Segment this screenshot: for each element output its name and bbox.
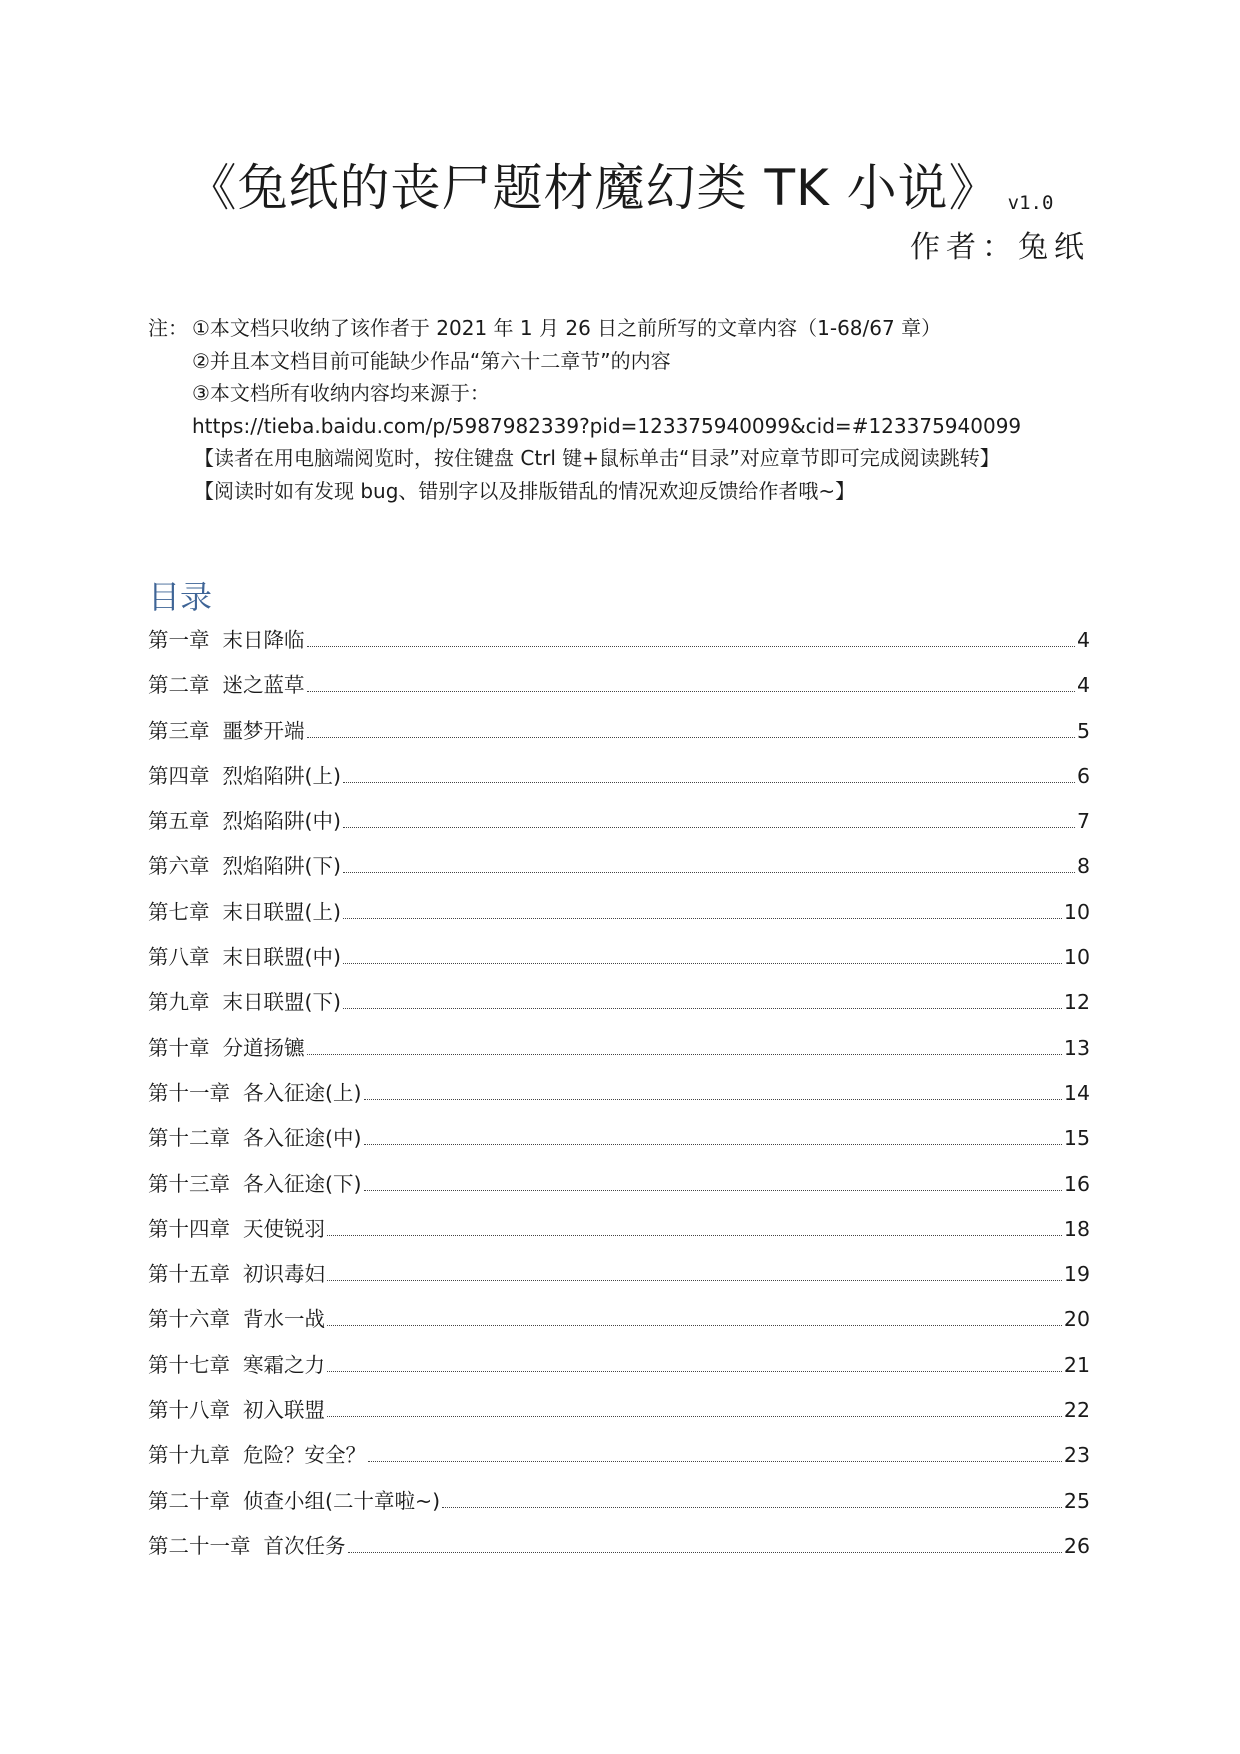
toc-page-number: 26	[1063, 1533, 1090, 1558]
title-row	[0, 148, 1240, 220]
toc-chapter-number: 第十五章	[148, 1262, 230, 1287]
toc-page-number: 23	[1063, 1443, 1090, 1468]
toc-entry[interactable]	[148, 1304, 1090, 1349]
note-tip-1: 【读者在用电脑端阅览时，按住键盘 Ctrl 键+鼠标单击“目录”对应章节即可完成阅读跳转】	[194, 446, 1000, 470]
toc-page-number: 15	[1063, 1126, 1090, 1151]
toc-heading: 目录	[148, 578, 213, 616]
toc-dot-leader	[307, 737, 1075, 738]
toc-chapter-title: 末日联盟(中)	[222, 945, 341, 970]
toc-chapter-number: 第九章	[148, 990, 210, 1015]
toc-dot-leader	[327, 1416, 1062, 1417]
toc-entry[interactable]	[148, 1350, 1090, 1395]
toc-chapter-number: 第二章	[148, 673, 210, 698]
toc-chapter-title: 烈焰陷阱(中)	[222, 809, 341, 834]
toc-page-number: 4	[1076, 673, 1090, 698]
note-label: 注：	[148, 316, 188, 340]
note-line-2: ②并且本文档目前可能缺少作品“第六十二章节”的内容	[192, 348, 671, 373]
toc-chapter-title: 末日联盟(上)	[222, 899, 341, 924]
toc-dot-leader	[343, 918, 1062, 919]
toc-page-number: 13	[1063, 1035, 1090, 1060]
toc-chapter-title: 噩梦开端	[222, 718, 305, 743]
toc-chapter-number: 第十一章	[148, 1080, 230, 1105]
toc-chapter-title: 寒霜之力	[243, 1352, 325, 1377]
toc-chapter-title: 侦查小组(二十章啦~)	[243, 1488, 441, 1513]
toc-page-number: 14	[1063, 1080, 1090, 1105]
toc-chapter-title: 迷之蓝草	[222, 673, 305, 698]
toc-entry[interactable]	[148, 716, 1090, 761]
toc-entry[interactable]	[148, 987, 1090, 1032]
toc-entry[interactable]	[148, 897, 1090, 942]
toc-entry[interactable]	[148, 761, 1090, 806]
toc-dot-leader	[364, 1099, 1062, 1100]
source-url-link[interactable]: https://tieba.baidu.com/p/5987982339?pid=123375940099&cid=#123375940099	[192, 413, 1022, 438]
toc-entry[interactable]	[148, 1123, 1090, 1168]
toc-chapter-title: 各入征途(中)	[243, 1126, 362, 1151]
note-text-1: ①本文档只收纳了该作者于 2021 年 1 月 26 日之前所写的文章内容（1-68/67 章）	[192, 316, 942, 340]
toc-chapter-title: 天使锐羽	[243, 1216, 325, 1241]
toc-dot-leader	[364, 1144, 1062, 1145]
toc-chapter-number: 第十三章	[148, 1171, 230, 1196]
toc-page-number: 7	[1076, 809, 1090, 834]
toc-entry[interactable]	[148, 942, 1090, 987]
toc-entry[interactable]	[148, 1440, 1090, 1485]
toc-page-number: 20	[1063, 1307, 1090, 1332]
notes-block	[148, 312, 1108, 507]
toc-entry[interactable]	[148, 1486, 1090, 1531]
toc-chapter-number: 第十六章	[148, 1307, 230, 1332]
toc-entry[interactable]	[148, 1214, 1090, 1259]
toc-chapter-title: 烈焰陷阱(下)	[222, 854, 341, 879]
toc-entry[interactable]	[148, 670, 1090, 715]
toc-page-number: 19	[1063, 1262, 1090, 1287]
toc-chapter-title: 各入征途(上)	[243, 1080, 362, 1105]
toc-chapter-number: 第一章	[148, 628, 210, 652]
toc-chapter-number: 第四章	[148, 763, 210, 788]
toc-chapter-number: 第三章	[148, 718, 210, 743]
toc-chapter-number: 第十章	[148, 1035, 210, 1060]
toc-chapter-number: 第五章	[148, 809, 210, 834]
toc-chapter-number: 第十七章	[148, 1352, 230, 1377]
note-line-3: ③本文档所有收纳内容均来源于：	[192, 381, 490, 405]
toc-chapter-number: 第七章	[148, 899, 210, 924]
toc-page-number: 4	[1076, 628, 1090, 652]
toc-page-number: 21	[1063, 1352, 1090, 1377]
toc-page-number: 5	[1076, 718, 1090, 743]
toc-entry[interactable]	[148, 806, 1090, 851]
toc-chapter-title: 背水一战	[243, 1307, 325, 1332]
version-label: v1.0	[1007, 192, 1054, 214]
toc-chapter-number: 第十八章	[148, 1398, 230, 1423]
note-line-1	[148, 312, 1108, 345]
toc-chapter-number: 第八章	[148, 945, 210, 970]
toc-chapter-number: 第十二章	[148, 1126, 230, 1151]
toc-dot-leader	[327, 1371, 1062, 1372]
toc-dot-leader	[364, 1190, 1062, 1191]
document-title: 《兔纸的丧尸题材魔幻类 TK 小说》	[186, 159, 1000, 217]
toc-page-number: 25	[1063, 1488, 1090, 1513]
toc-chapter-number: 第二十一章	[148, 1533, 251, 1558]
table-of-contents	[148, 625, 1090, 1576]
toc-entry[interactable]	[148, 1078, 1090, 1123]
toc-dot-leader	[442, 1507, 1062, 1508]
toc-page-number: 12	[1063, 990, 1090, 1015]
toc-chapter-title: 初入联盟	[243, 1398, 325, 1423]
toc-dot-leader	[307, 646, 1075, 647]
toc-chapter-title: 首次任务	[263, 1533, 346, 1558]
toc-chapter-title: 末日联盟(下)	[222, 990, 341, 1015]
toc-chapter-title: 烈焰陷阱(上)	[222, 763, 341, 788]
toc-page-number: 18	[1063, 1216, 1090, 1241]
toc-dot-leader	[343, 963, 1062, 964]
toc-dot-leader	[348, 1552, 1062, 1553]
toc-page-number: 6	[1076, 763, 1090, 788]
toc-dot-leader	[343, 827, 1075, 828]
toc-entry[interactable]	[148, 1531, 1090, 1576]
toc-entry[interactable]	[148, 851, 1090, 896]
toc-entry[interactable]	[148, 1395, 1090, 1440]
toc-page-number: 16	[1063, 1171, 1090, 1196]
toc-dot-leader	[307, 691, 1075, 692]
toc-chapter-number: 第十四章	[148, 1216, 230, 1241]
note-tip-2: 【阅读时如有发现 bug、错别字以及排版错乱的情况欢迎反馈给作者哦~】	[194, 478, 856, 503]
toc-chapter-number: 第二十章	[148, 1488, 230, 1513]
toc-page-number: 10	[1063, 945, 1090, 970]
toc-entry[interactable]	[148, 1033, 1090, 1078]
toc-dot-leader	[307, 1054, 1062, 1055]
toc-page-number: 10	[1063, 899, 1090, 924]
toc-chapter-title: 初识毒妇	[243, 1262, 325, 1287]
toc-dot-leader	[327, 1235, 1062, 1236]
toc-page-number: 8	[1076, 854, 1090, 879]
toc-dot-leader	[343, 1008, 1062, 1009]
toc-chapter-number: 第十九章	[148, 1443, 230, 1468]
toc-entry[interactable]	[148, 1169, 1090, 1214]
author-line: 作者：兔纸	[910, 230, 1090, 265]
toc-dot-leader	[343, 872, 1075, 873]
toc-chapter-title: 危险？安全？	[243, 1443, 366, 1468]
toc-entry[interactable]	[148, 625, 1090, 670]
toc-entry[interactable]	[148, 1259, 1090, 1304]
toc-chapter-title: 分道扬镳	[222, 1035, 305, 1060]
toc-chapter-number: 第六章	[148, 854, 210, 879]
toc-dot-leader	[327, 1280, 1062, 1281]
toc-dot-leader	[343, 782, 1075, 783]
toc-chapter-title: 各入征途(下)	[243, 1171, 362, 1196]
toc-dot-leader	[368, 1461, 1062, 1462]
toc-chapter-title: 末日降临	[222, 628, 305, 652]
toc-dot-leader	[327, 1325, 1062, 1326]
toc-page-number: 22	[1063, 1398, 1090, 1423]
